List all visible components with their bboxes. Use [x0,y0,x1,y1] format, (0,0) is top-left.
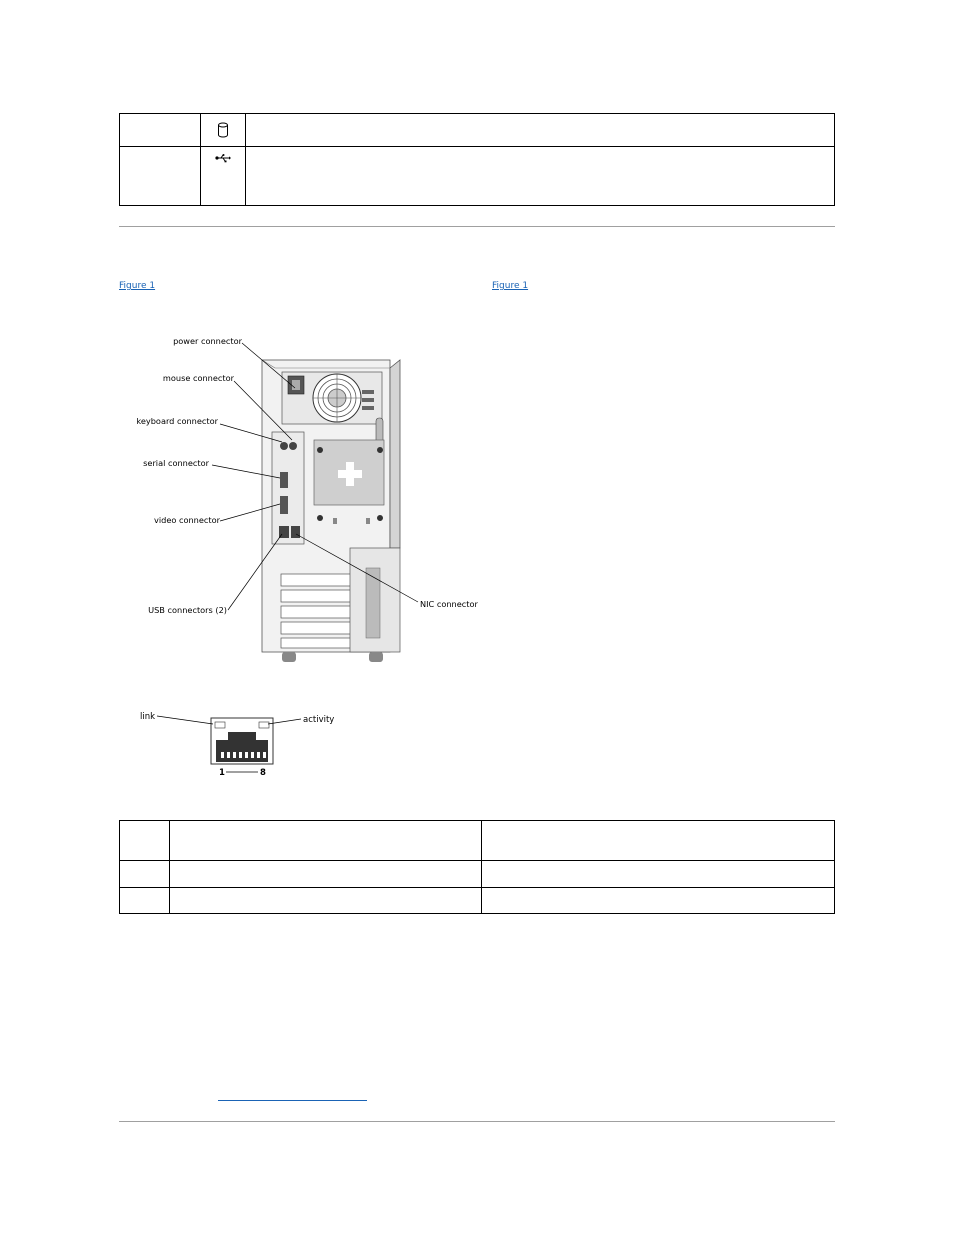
nic-indicator-figure [135,706,345,782]
figure-link-left[interactable]: Figure 1 [119,281,156,291]
table-cell [120,821,170,861]
table-cell [246,114,835,147]
expansion-slot [281,574,351,586]
hard-drive-icon [217,122,229,138]
table-header-row [120,821,835,861]
table-cell [482,861,835,888]
figure-link-right[interactable]: Figure 1 [492,281,529,291]
expansion-slot [281,638,351,648]
table-cell [120,888,170,914]
label-mouse-connector: mouse connector [162,373,234,383]
usb-icon [215,153,231,163]
mouse-port [289,442,297,450]
serial-port [280,472,288,488]
table-cell [120,114,201,147]
keyboard-port [280,442,288,450]
table-row [120,888,835,914]
label-keyboard-connector: keyboard connector [136,416,218,426]
chassis-foot [282,652,296,662]
divider [119,226,835,227]
table-cell [170,888,482,914]
chassis-side [390,360,400,548]
table-cell [201,147,246,206]
bottom-link-underline[interactable] [218,1100,367,1101]
divider [119,1121,835,1122]
label-nic-connector: NIC connector [420,599,478,609]
table-cell [482,821,835,861]
table-cell [120,861,170,888]
table-row [120,147,835,206]
table-row [120,114,835,147]
chassis-foot [369,652,383,662]
label-usb-connectors: USB connectors (2) [148,605,227,615]
label-link: link [140,712,156,722]
table-cell [120,147,201,206]
nic-indicator-table [119,820,835,914]
indicator-table [119,113,835,206]
expansion-slot [281,606,351,618]
expansion-slot [281,622,351,634]
table-cell [170,821,482,861]
table-cell [246,147,835,206]
label-activity: activity [303,715,335,725]
label-power-connector: power connector [173,336,242,346]
label-serial-connector: serial connector [143,458,209,468]
link-led [215,722,225,728]
nic-port [291,526,300,538]
table-cell [482,888,835,914]
expansion-slot [281,590,351,602]
label-pin-8: 8 [260,768,266,778]
activity-led [259,722,269,728]
label-pin-1: 1 [219,768,225,778]
table-row [120,861,835,888]
back-panel-figure [130,330,490,670]
table-cell [170,861,482,888]
table-cell [201,114,246,147]
video-port [280,496,288,514]
label-video-connector: video connector [154,515,220,525]
